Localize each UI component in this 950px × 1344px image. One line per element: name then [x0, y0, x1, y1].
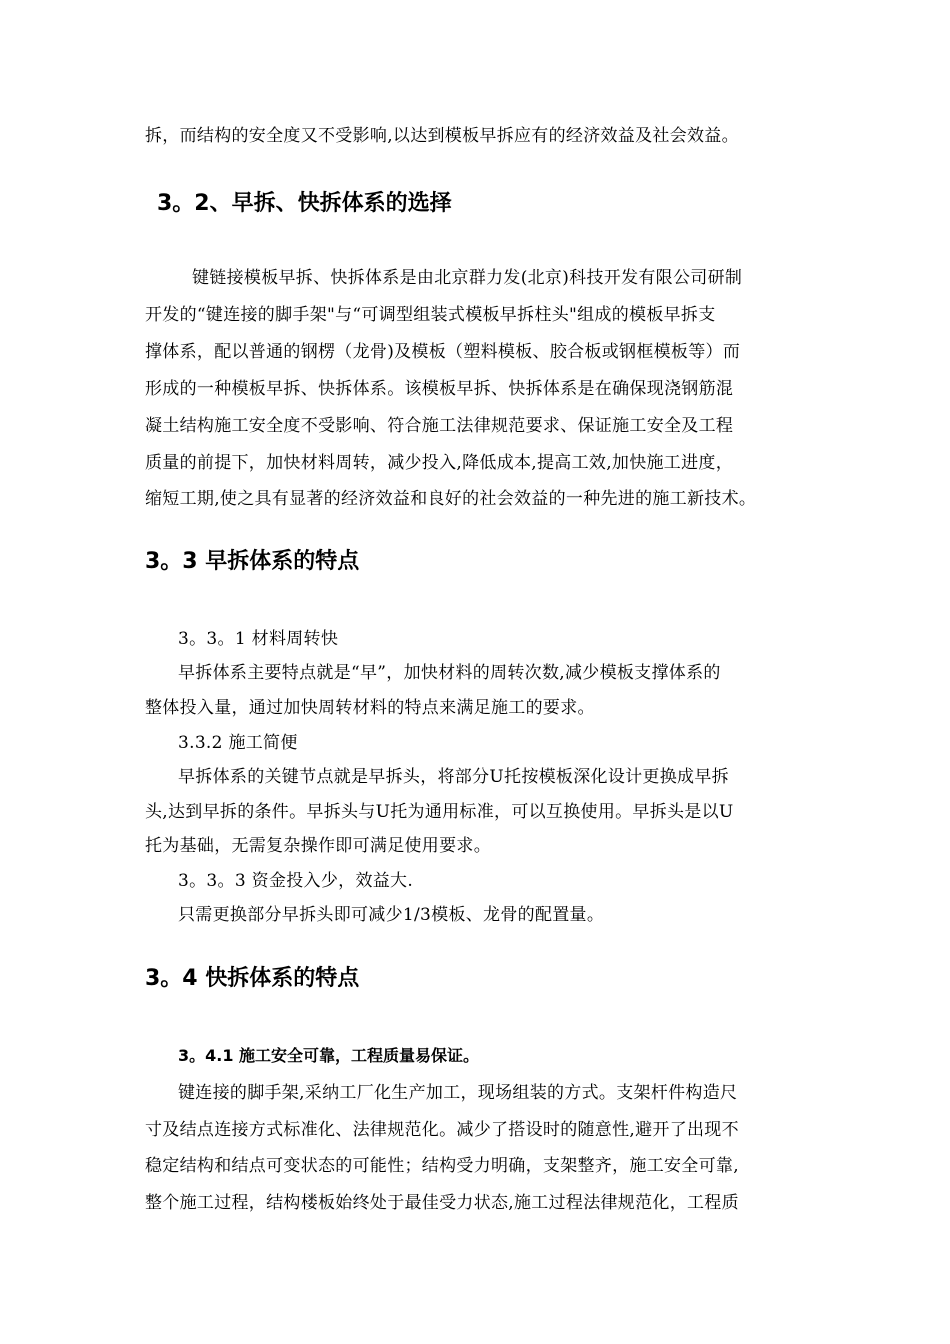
paragraph-line: 撑体系，配以普通的钢楞（龙骨)及模板（塑料模板、胶合板或钢框模板等）而 — [145, 342, 741, 362]
paragraph-line: 质量的前提下，加快材料周转，减少投入,降低成本,提高工效,加快施工进度， — [145, 453, 734, 473]
paragraph-line: 头,达到早拆的条件。早拆头与U托为通用标准，可以互换使用。早拆头是以U — [145, 802, 734, 822]
subsection-title: 3。3。3 资金投入少，效益大. — [178, 871, 414, 891]
paragraph-line: 键连接的脚手架,采纳工厂化生产加工，现场组装的方式。支架杆件构造尺 — [178, 1083, 738, 1103]
section-heading-3-4: 3。4 快拆体系的特点 — [145, 966, 360, 991]
paragraph-line: 早拆体系的关键节点就是早拆头，将部分U托按模板深化设计更换成早拆 — [178, 767, 729, 787]
paragraph-line: 稳定结构和结点可变状态的可能性；结构受力明确，支架整齐，施工安全可靠, — [145, 1156, 739, 1176]
section-heading-3-2: 3。2、早拆、快拆体系的选择 — [157, 191, 452, 216]
paragraph-line: 只需更换部分早拆头即可减少1/3模板、龙骨的配置量。 — [178, 905, 605, 925]
subsection-title-bold: 3。4.1 施工安全可靠，工程质量易保证。 — [178, 1046, 480, 1065]
paragraph-line: 整体投入量，通过加快周转材料的特点来满足施工的要求。 — [145, 698, 595, 718]
paragraph-line: 凝土结构施工安全度不受影响、符合施工法律规范要求、保证施工安全及工程 — [145, 416, 734, 436]
paragraph-line: 键链接模板早拆、快拆体系是由北京群力发(北京)科技开发有限公司研制 — [192, 268, 743, 288]
paragraph-line: 托为基础，无需复杂操作即可满足使用要求。 — [145, 836, 491, 856]
paragraph-line: 拆，而结构的安全度又不受影响,以达到模板早拆应有的经济效益及社会效益。 — [145, 126, 739, 146]
paragraph-line: 寸及结点连接方式标准化、法律规范化。减少了搭设时的随意性,避开了出现不 — [145, 1120, 739, 1140]
subsection-title: 3。3。1 材料周转快 — [178, 629, 339, 649]
subsection-title: 3.3.2 施工简便 — [178, 733, 298, 753]
section-heading-3-3: 3。3 早拆体系的特点 — [145, 549, 360, 574]
paragraph-line: 缩短工期,使之具有显著的经济效益和良好的社会效益的一种先进的施工新技术。 — [145, 489, 757, 509]
paragraph-line: 形成的一种模板早拆、快拆体系。该模板早拆、快拆体系是在确保现浇钢筋混 — [145, 379, 734, 399]
paragraph-line: 早拆体系主要特点就是“早”，加快材料的周转次数,减少模板支撑体系的 — [178, 663, 721, 683]
paragraph-line: 开发的“键连接的脚手架"与“可调型组装式模板早拆柱头"组成的模板早拆支 — [145, 305, 716, 325]
paragraph-line: 整个施工过程，结构楼板始终处于最佳受力状态,施工过程法律规范化，工程质 — [145, 1193, 739, 1213]
